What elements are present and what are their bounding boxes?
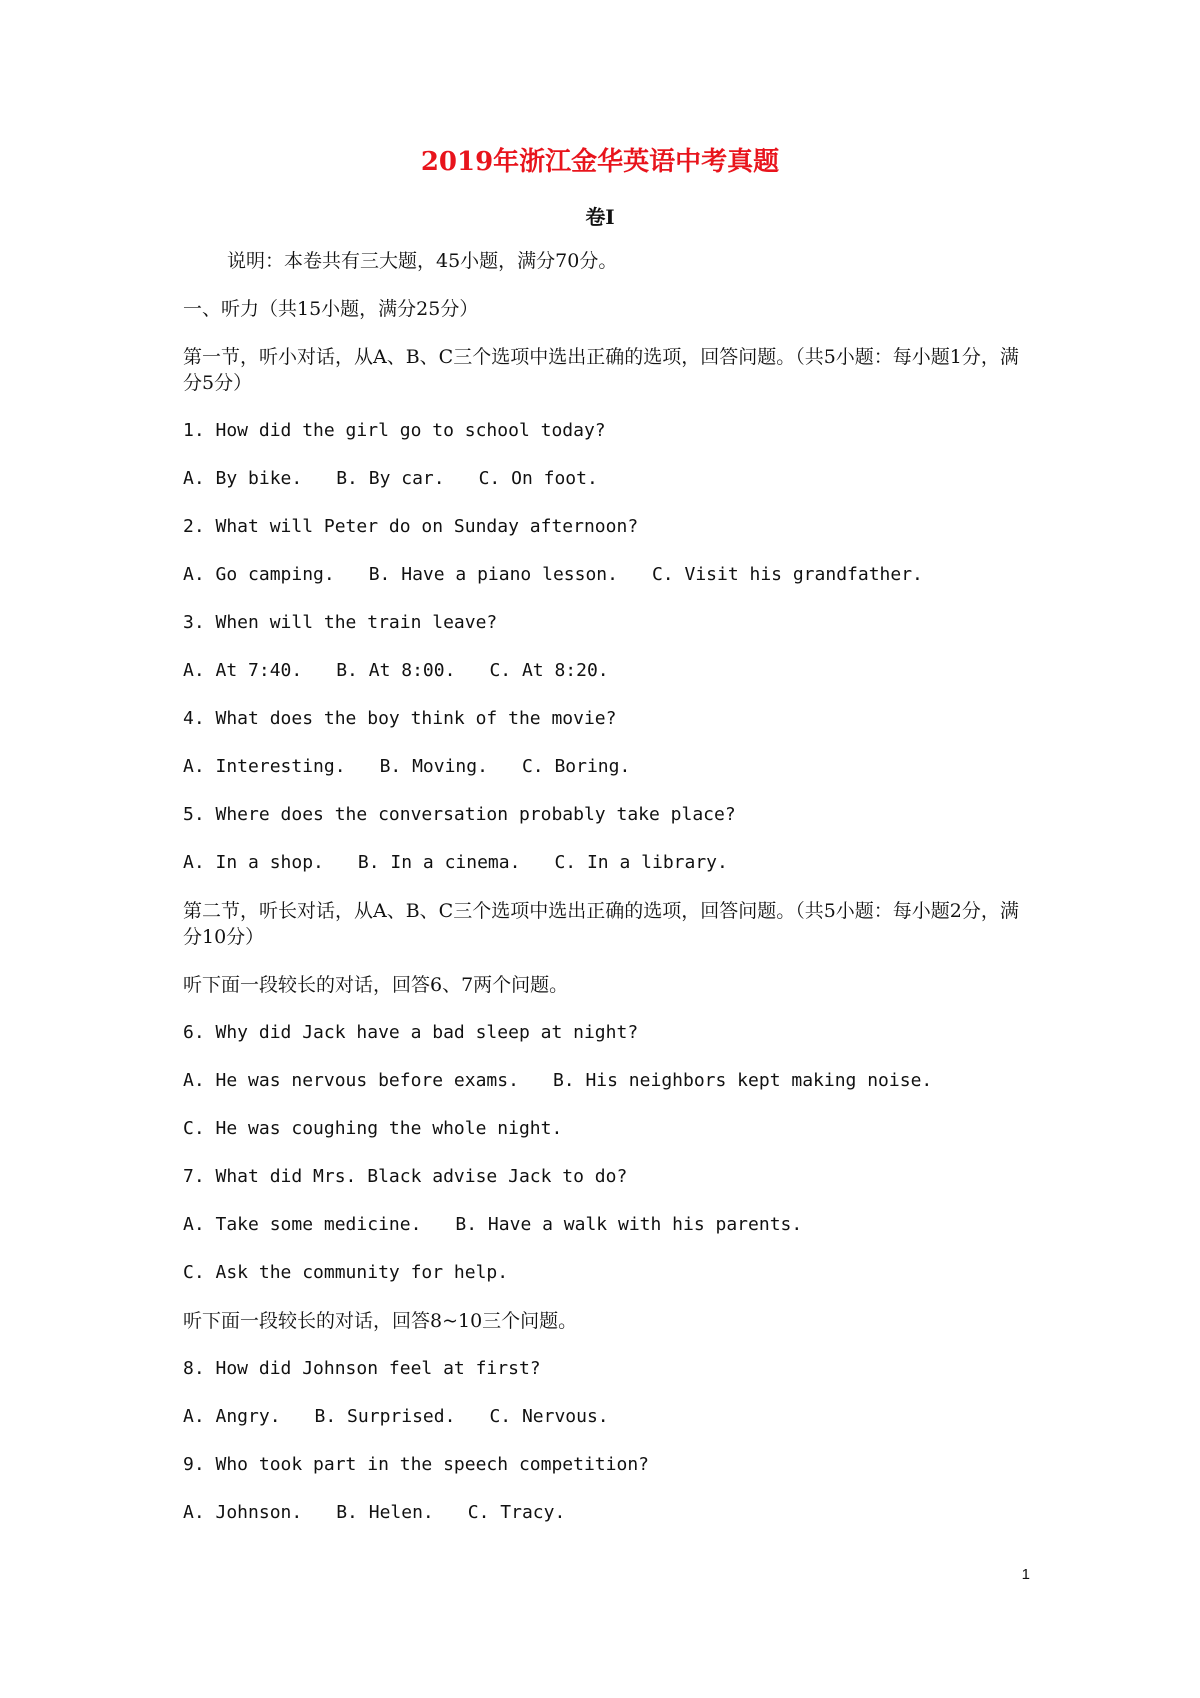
question-3-options (183, 658, 1033, 684)
option-a: A. By bike. (183, 468, 303, 489)
question-8-options (183, 1404, 1033, 1430)
question-8: 8. How did Johnson feel at first? (183, 1358, 541, 1379)
option-a: A. He was nervous before exams. (183, 1070, 519, 1091)
option-b: B. Have a walk with his parents. (455, 1214, 803, 1235)
question-1: 1. How did the girl go to school today? (183, 420, 606, 441)
part-heading-listening: 一、听力（共15小题，满分25分） (183, 298, 479, 320)
question-6-option-c: C. He was coughing the whole night. (183, 1118, 563, 1139)
option-a: A. Interesting. (183, 756, 346, 777)
question-5-options (183, 850, 1033, 876)
option-c: C. On foot. (478, 468, 598, 489)
option-a: A. In a shop. (183, 852, 324, 873)
option-b: B. Helen. (336, 1502, 434, 1523)
question-6: 6. Why did Jack have a bad sleep at night? (183, 1022, 639, 1043)
question-2-options (183, 562, 1033, 588)
option-c: C. Tracy. (467, 1502, 566, 1523)
question-7: 7. What did Mrs. Black advise Jack to do? (183, 1166, 628, 1187)
dialogue-instruction-6-7: 听下面一段较长的对话，回答6、7两个问题。 (183, 974, 569, 996)
question-3: 3. When will the train leave? (183, 612, 498, 633)
option-a: A. Go camping. (183, 564, 335, 585)
question-4: 4. What does the boy think of the movie? (183, 708, 617, 729)
question-9-options (183, 1500, 1033, 1526)
option-a: A. At 7:40. (183, 660, 303, 681)
option-c: C. Visit his grandfather. (651, 564, 923, 585)
dialogue-instruction-8-10: 听下面一段较长的对话，回答8~10三个问题。 (183, 1310, 578, 1332)
option-b: B. At 8:00. (336, 660, 456, 681)
option-c: C. In a library. (554, 852, 728, 873)
option-c: C. At 8:20. (489, 660, 609, 681)
option-a: A. Take some medicine. (183, 1214, 422, 1235)
option-a: A. Johnson. (183, 1502, 303, 1523)
question-2: 2. What will Peter do on Sunday afternoon? (183, 516, 639, 537)
question-1-options (183, 466, 1033, 492)
option-b: B. Surprised. (314, 1406, 456, 1427)
option-b: B. His neighbors kept making noise. (552, 1070, 933, 1091)
option-b: B. Moving. (379, 756, 488, 777)
question-4-options (183, 754, 1033, 780)
page-number: 1 (1021, 1566, 1030, 1583)
option-b: B. In a cinema. (357, 852, 521, 873)
question-9: 9. Who took part in the speech competition? (183, 1454, 649, 1475)
option-b: B. By car. (336, 468, 445, 489)
question-7-options-ab (183, 1212, 1033, 1238)
question-5: 5. Where does the conversation probably take place? (183, 804, 736, 825)
question-6-options-ab (183, 1068, 1033, 1094)
option-a: A. Angry. (183, 1406, 281, 1427)
document-title: 2019年浙江金华英语中考真题 (420, 147, 780, 177)
option-c: C. Boring. (521, 756, 631, 777)
section-2-instructions: 第二节，听长对话，从A、B、C三个选项中选出正确的选项，回答问题。（共5小题：每小题2分，满分10分） (183, 900, 1019, 948)
volume-heading: 卷Ⅰ (585, 205, 615, 229)
section-1-instructions: 第一节，听小对话，从A、B、C三个选项中选出正确的选项，回答问题。（共5小题：每小题1分，满分5分） (183, 346, 1019, 394)
exam-note: 说明：本卷共有三大题，45小题，满分70分。 (227, 250, 618, 272)
question-7-option-c: C. Ask the community for help. (183, 1262, 509, 1283)
option-c: C. Nervous. (489, 1406, 609, 1427)
exam-content (183, 248, 1033, 1548)
option-b: B. Have a piano lesson. (368, 564, 618, 585)
